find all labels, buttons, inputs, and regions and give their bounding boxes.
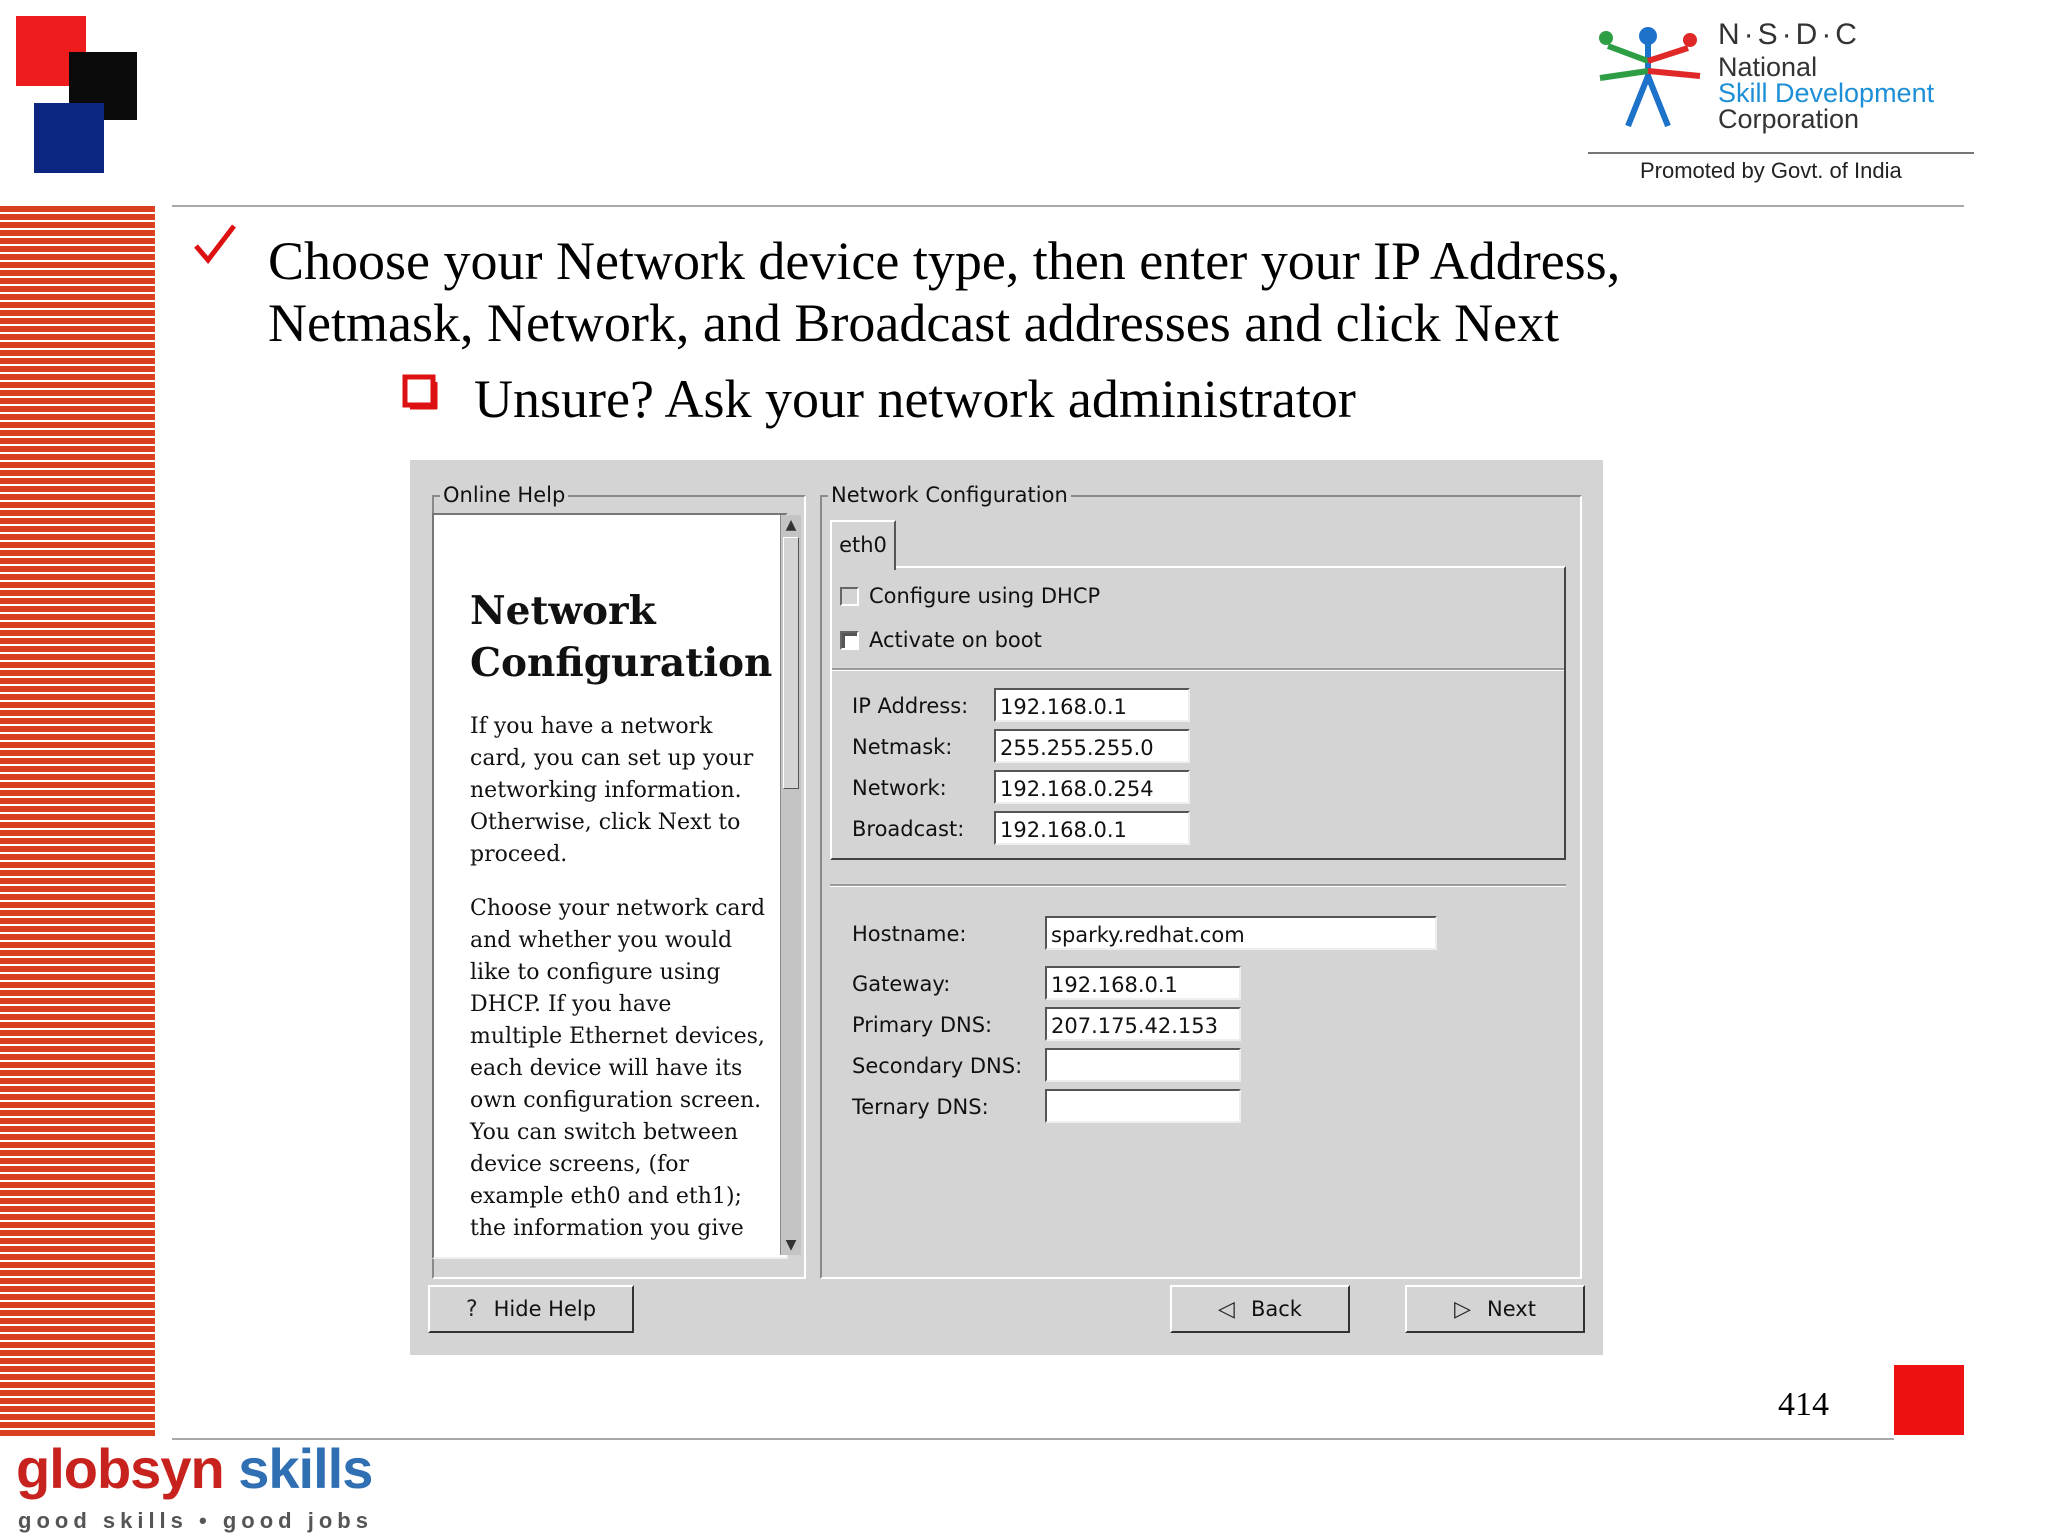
help-text-area[interactable] — [432, 513, 788, 1259]
broadcast-label: Broadcast: — [852, 817, 965, 841]
back-button[interactable] — [1170, 1285, 1350, 1333]
page-number: 414 — [1778, 1386, 1829, 1423]
footer-red-square — [1894, 1365, 1964, 1435]
gateway-label: Gateway: — [852, 972, 951, 996]
help-paragraph-1: If you have a network card, you can set up your networking information. Otherwise, click Next to proceed. — [470, 714, 754, 867]
primary-dns-input[interactable]: 207.175.42.153 — [1045, 1007, 1241, 1041]
main-bullet-text: Choose your Network device type, then enter your IP Address, Netmask, Network, and Broadcast addresses and click Next — [268, 231, 1621, 353]
online-help-legend: Online Help — [440, 483, 568, 507]
scroll-thumb[interactable] — [783, 537, 799, 789]
nsdc-logo — [1588, 12, 1968, 192]
scroll-down-arrow-icon[interactable]: ▼ — [785, 1237, 797, 1253]
panel-divider — [832, 668, 1564, 671]
secondary-dns-input[interactable] — [1045, 1048, 1241, 1082]
square-bullet-icon — [402, 374, 438, 410]
nsdc-line-corporation: Corporation — [1718, 104, 1860, 134]
dhcp-checkbox-row[interactable] — [840, 584, 1100, 608]
eth0-panel — [830, 566, 1566, 860]
sub-bullet-text: Unsure? Ask your network administrator — [474, 369, 1356, 429]
globsyn-tagline: good skills • good jobs — [18, 1508, 373, 1533]
globsyn-logo — [16, 1436, 372, 1501]
logo-square-blue — [34, 103, 104, 173]
boot-checkbox[interactable] — [840, 631, 859, 650]
dhcp-checkbox[interactable] — [840, 587, 859, 606]
bottom-divider — [172, 1438, 1894, 1440]
network-input[interactable]: 192.168.0.254 — [994, 770, 1190, 804]
checkmark-icon — [192, 222, 238, 268]
hide-help-button[interactable] — [428, 1285, 634, 1333]
hide-help-label: Hide Help — [493, 1297, 597, 1321]
nsdc-line-national: National — [1718, 52, 1818, 82]
next-arrow-icon: ▷ — [1454, 1296, 1471, 1322]
broadcast-input[interactable]: 192.168.0.1 — [994, 811, 1190, 845]
back-arrow-icon: ◁ — [1218, 1296, 1235, 1322]
help-title: Network Configuration — [470, 588, 773, 686]
help-question-icon: ? — [465, 1296, 478, 1322]
nsdc-abbr: N·S·D·C — [1718, 18, 1861, 51]
boot-checkbox-row[interactable] — [840, 628, 1042, 652]
help-paragraph-2: Choose your network card and whether you would like to configure using DHCP. If you have multiple Ethernet devices, each device will have its own configuration screen. You can switch between device screens, (for example eth0 and eth1); the information you give — [470, 896, 766, 1241]
skills-word: skills — [238, 1437, 373, 1500]
network-config-legend: Network Configuration — [828, 483, 1071, 507]
primary-dns-label: Primary DNS: — [852, 1013, 993, 1037]
boot-label: Activate on boot — [869, 628, 1042, 652]
network-label: Network: — [852, 776, 947, 800]
help-scrollbar[interactable] — [780, 515, 801, 1255]
ternary-dns-input[interactable] — [1045, 1089, 1241, 1123]
hostname-label: Hostname: — [852, 922, 967, 946]
installer-window — [410, 460, 1603, 1355]
gateway-input[interactable]: 192.168.0.1 — [1045, 966, 1241, 1000]
ip-label: IP Address: — [852, 694, 969, 718]
next-label: Next — [1487, 1297, 1536, 1321]
netmask-input[interactable]: 255.255.255.0 — [994, 729, 1190, 763]
dhcp-label: Configure using DHCP — [869, 584, 1101, 608]
netmask-label: Netmask: — [852, 735, 953, 759]
globsyn-word: globsyn — [16, 1437, 224, 1500]
section-divider — [830, 884, 1566, 887]
nsdc-figure-icon — [1588, 16, 1708, 136]
hostname-input[interactable]: sparky.redhat.com — [1045, 916, 1437, 950]
top-divider — [172, 205, 1964, 207]
tab-eth0[interactable]: eth0 — [830, 520, 896, 570]
nsdc-divider — [1588, 152, 1974, 154]
nsdc-promo: Promoted by Govt. of India — [1640, 158, 1902, 183]
ternary-dns-label: Ternary DNS: — [852, 1095, 989, 1119]
secondary-dns-label: Secondary DNS: — [852, 1054, 1023, 1078]
striped-sidebar — [0, 206, 155, 1436]
back-label: Back — [1250, 1297, 1302, 1321]
ip-address-input[interactable]: 192.168.0.1 — [994, 688, 1190, 722]
nsdc-line-skill: Skill Development — [1718, 78, 1935, 108]
scroll-up-arrow-icon[interactable]: ▲ — [785, 517, 797, 533]
next-button[interactable] — [1405, 1285, 1585, 1333]
